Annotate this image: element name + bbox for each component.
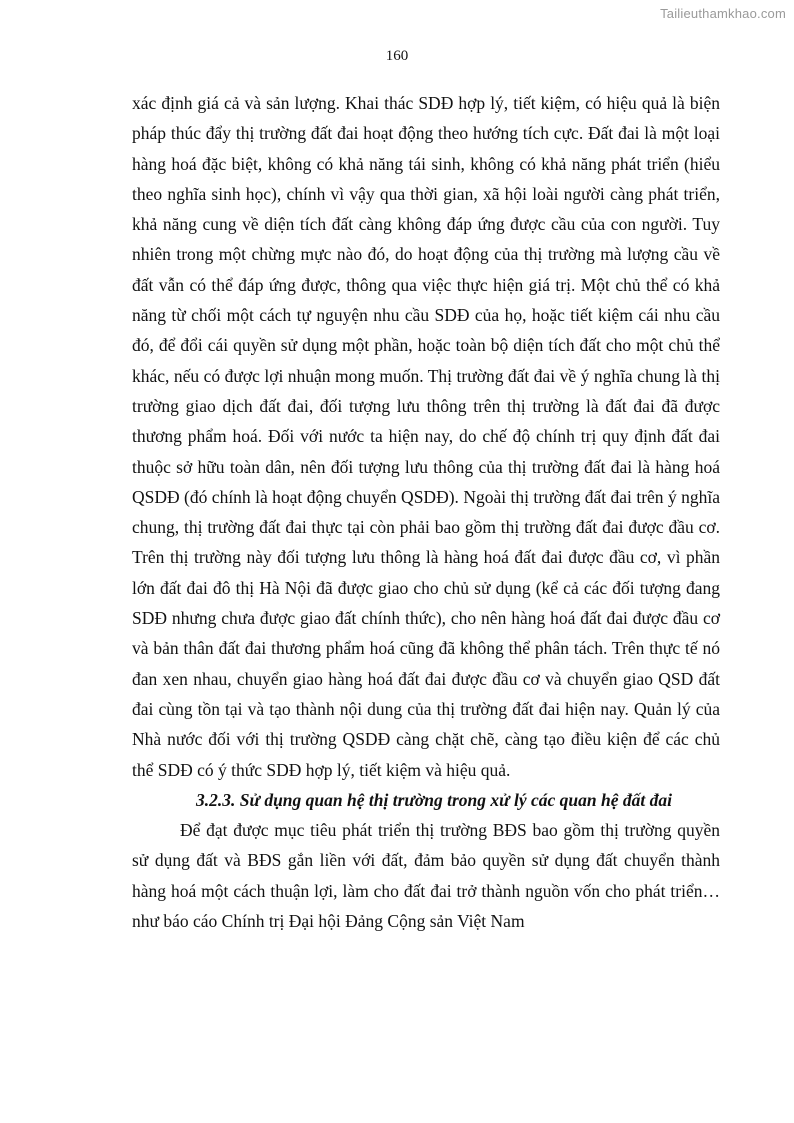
body-paragraph: Để đạt được mục tiêu phát triển thị trường BĐS bao gồm thị trường quyền sử dụng đất và BĐS gắn liền với đất, đảm bảo quyền sử dụng đất chuyển thành hàng hoá một cách thuận lợi, làm cho đất đai trở thành nguồn vốn cho phát triển… như báo cáo Chính trị Đại hội Đảng Cộng sản Việt Nam xyxy=(132,820,720,932)
body-paragraph: xác định giá cả và sản lượng. Khai thác SDĐ hợp lý, tiết kiệm, có hiệu quả là biện pháp thúc đẩy thị trường đất đai hoạt động theo hướng tích cực. Đất đai là một loại hàng hoá đặc biệt, không có khả năng tái sinh, không có khả năng phát triển (hiểu theo nghĩa sinh học), chính vì vậy qua thời gian, xã hội loài người càng phát triển, khả năng cung về diện tích đất càng không đáp ứng được cầu của con người. Tuy nhiên trong một chừng mực nào đó, do hoạt động của thị trường mà lượng cầu về đất vẫn có thể đáp ứng được, thông qua việc thực hiện giá trị. Một chủ thể có khả năng từ chối một cách tự nguyện nhu cầu SDĐ của họ, hoặc tiết kiệm cái nhu cầu đó, để đổi cái quyền sử dụng một phần, hoặc toàn bộ diện tích đất cho một chủ thể khác, nếu có được lợi nhuận mong muốn. Thị trường đất đai về ý nghĩa chung là thị trường giao dịch đất đai, đối tượng lưu thông trên thị trường là đất đai đã được thương phẩm hoá. Đối với nước ta hiện nay, do chế độ chính trị quy định đất đai thuộc sở hữu toàn dân, nên đối tượng lưu thông của thị trường đất đai là hàng hoá QSDĐ (đó chính là hoạt động chuyển QSDĐ). Ngoài thị trường đất đai trên ý nghĩa chung, thị trường đất đai thực tại còn phải bao gồm thị trường đất đai được đầu cơ. Trên thị trường này đối tượng lưu thông là hàng hoá đất đai được đầu cơ, vì phần lớn đất đai đô thị Hà Nội đã được giao cho chủ sử dụng (kể cả các đối tượng đang SDĐ nhưng chưa được giao đất chính thức), cho nên hàng hoá đất đai được đầu cơ và bản thân đất đai thương phẩm hoá cũng đã không thể phân tách. Trên thực tế nó đan xen nhau, chuyển giao hàng hoá đất đai được đầu cơ và chuyển giao QSD đất đai cùng tồn tại và tạo thành nội dung của thị trường đất đai hiện nay. Quản lý của Nhà nước đối với thị trường QSDĐ càng chặt chẽ, càng tạo điều kiện để các chủ thể SDĐ có ý thức SDĐ hợp lý, tiết kiệm và hiệu quả. xyxy=(132,93,720,780)
page-number: 160 xyxy=(385,48,409,64)
section-heading: 3.2.3. Sử dụng quan hệ thị trường trong xử lý các quan hệ đất đai xyxy=(195,789,672,810)
document-body xyxy=(132,88,720,936)
watermark: Tailieuthamkhao.com xyxy=(660,6,786,21)
